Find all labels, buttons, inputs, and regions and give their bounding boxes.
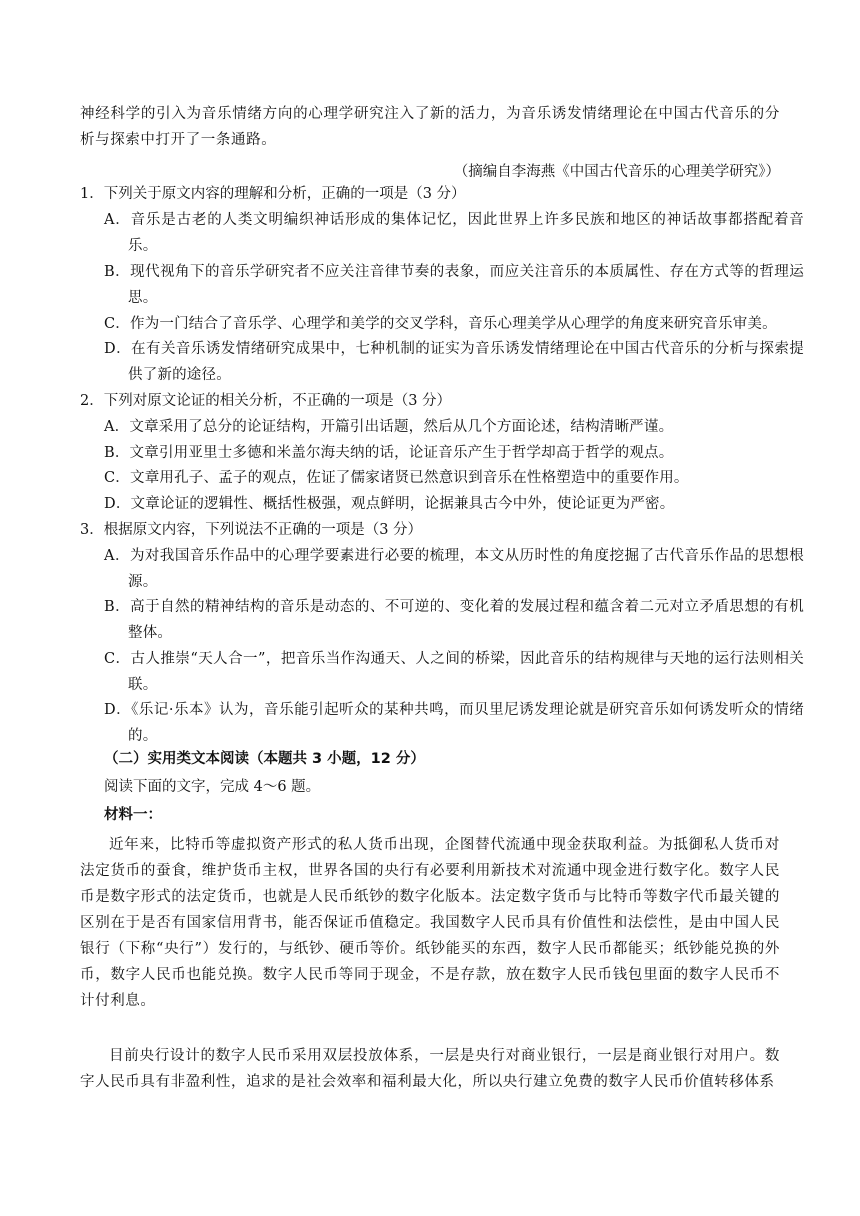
question-1-stem: 1．下列关于原文内容的理解和分析，正确的一项是（3 分）	[80, 186, 466, 202]
question-2-option-a: A．文章采用了总分的论证结构，开篇引出话题，然后从几个方面论述，结构清晰严谨。	[104, 419, 674, 435]
source-citation: （摘编自李海燕《中国古代音乐的心理美学研究》）	[453, 164, 780, 180]
material-paragraph-1: 近年来，比特币等虚拟资产形式的私人货币出现，企图替代流通中现金获取利益。为抵御私人货币对法定货币的蚕食，维护货币主权，世界各国的央行有必要利用新技术对流通中现金进行数字化。数字人民币是数字形式的法定货币，也就是人民币纸钞的数字化版本。法定数字货币与比特币等数字代币最关键的区别在于是否有国家信用背书，能否保证币值稳定。我国数字人民币具有价值性和法偿性，是由中国人民银行（下称“央行”）发行的，与纸钞、硬币等价。纸钞能买的东西，数字人民币都能买；纸钞能兑换的外币，数字人民币也能兑换。数字人民币等同于现金，不是存款，放在数字人民币钱包里面的数字人民币不计付利息。	[80, 837, 780, 1009]
question-3-option-d: D．《乐记·乐本》认为，音乐能引起听众的某种共鸣，而贝里尼诱发理论就是研究音乐如何诱发听众的情绪的。	[104, 702, 804, 744]
question-2-stem: 2．下列对原文论证的相关分析，不正确的一项是（3 分）	[80, 393, 452, 409]
question-2-option-d: D．文章论证的逻辑性、概括性极强，观点鲜明，论据兼具古今中外，使论证更为严密。	[104, 496, 675, 512]
question-2-option-b: B．文章引用亚里士多德和米盖尔海夫纳的话，论证音乐产生于哲学却高于哲学的观点。	[104, 445, 674, 461]
section-title: （二）实用类文本阅读（本题共 3 小题，12 分）	[104, 751, 425, 767]
top-paragraph: 神经科学的引入为音乐情绪方向的心理学研究注入了新的活力，为音乐诱发情绪理论在中国古代音乐的分析与探索中打开了一条通路。	[80, 106, 780, 148]
question-3-option-c: C．古人推崇“天人合一”，把音乐当作沟通天、人之间的桥梁，因此音乐的结构规律与天地的运行法则相关联。	[104, 651, 804, 693]
material-paragraph-2: 目前央行设计的数字人民币采用双层投放体系，一层是央行对商业银行，一层是商业银行对用户。数字人民币具有非盈利性，追求的是社会效率和福利最大化，所以央行建立免费的数字人民币价值转移体系	[80, 1048, 780, 1090]
question-2-option-c: C．文章用孔子、孟子的观点，佐证了儒家诸贤已然意识到音乐在性格塑造中的重要作用。	[104, 470, 689, 486]
question-1-option-c: C．作为一门结合了音乐学、心理学和美学的交叉学科，音乐心理美学从心理学的角度来研究音乐审美。	[104, 316, 777, 332]
question-3-option-a: A．为对我国音乐作品中的心理学要素进行必要的梳理，本文从历时性的角度挖掘了古代音乐作品的思想根源。	[104, 548, 804, 590]
question-3-option-b: B．高于自然的精神结构的音乐是动态的、不可逆的、变化着的发展过程和蕴含着二元对立矛盾思想的有机整体。	[104, 599, 804, 641]
question-1-option-d: D．在有关音乐诱发情绪研究成果中，七种机制的证实为音乐诱发情绪理论在中国古代音乐的分析与探索提供了新的途径。	[104, 341, 804, 383]
question-1-option-b: B．现代视角下的音乐学研究者不应关注音律节奏的表象，而应关注音乐的本质属性、存在方式等的哲理运思。	[104, 264, 804, 306]
reading-instruction: 阅读下面的文字，完成 4～6 题。	[104, 779, 321, 795]
question-1-option-a: A．音乐是古老的人类文明编织神话形成的集体记忆，因此世界上许多民族和地区的神话故事都搭配着音乐。	[104, 212, 804, 254]
material-title: 材料一：	[104, 807, 162, 823]
question-3-stem: 3．根据原文内容，下列说法不正确的一项是（3 分）	[80, 522, 423, 538]
